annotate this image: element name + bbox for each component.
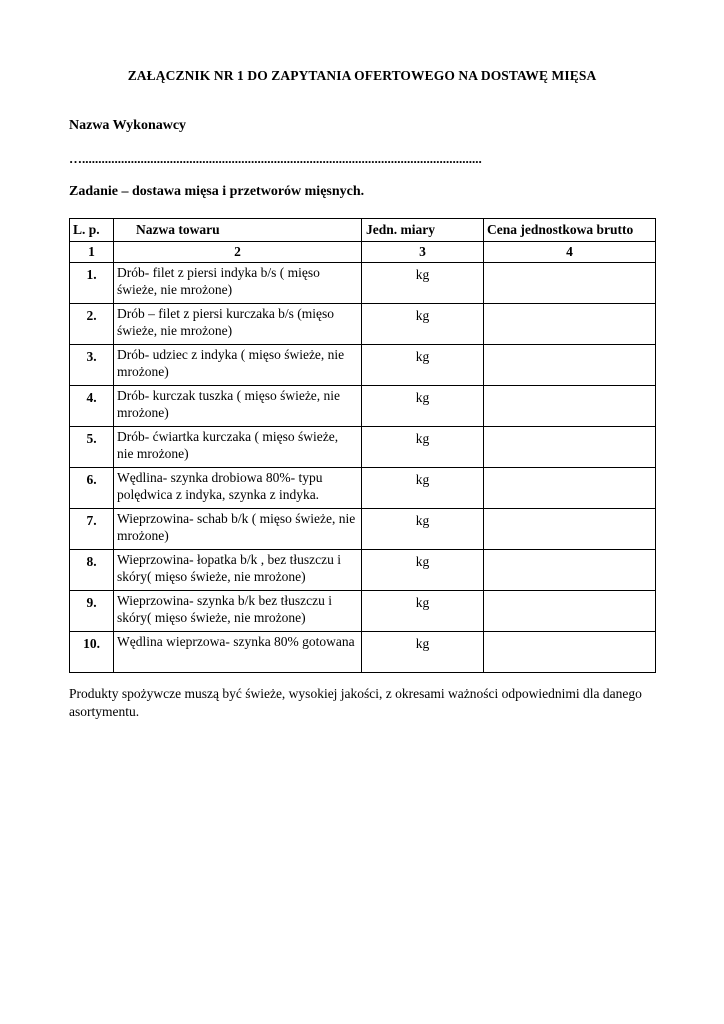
row-unit: kg xyxy=(362,509,484,550)
row-product-name: Drób- kurczak tuszka ( mięso świeże, nie mrożone) xyxy=(114,386,362,427)
row-unit: kg xyxy=(362,427,484,468)
document-title: ZAŁĄCZNIK NR 1 DO ZAPYTANIA OFERTOWEGO NA DOSTAWĘ MIĘSA xyxy=(127,68,597,83)
row-unit-price-field[interactable] xyxy=(484,345,656,386)
row-unit: kg xyxy=(362,263,484,304)
row-product-name: Drób- ćwiartka kurczaka ( mięso świeże, nie mrożone) xyxy=(114,427,362,468)
row-lp: 1. xyxy=(70,263,114,304)
table-row xyxy=(70,263,656,304)
row-unit-price-field[interactable] xyxy=(484,550,656,591)
table-header-row xyxy=(70,219,656,242)
header-product-name: Nazwa towaru xyxy=(114,219,362,242)
column-number: 4 xyxy=(484,242,656,263)
row-lp: 2. xyxy=(70,304,114,345)
column-number: 1 xyxy=(70,242,114,263)
footer-note: Produkty spożywcze muszą być świeże, wysokiej jakości, z okresami ważności odpowiednimi dla danego asortymentu. xyxy=(69,686,642,719)
row-lp: 9. xyxy=(70,591,114,632)
row-product-name: Wieprzowina- szynka b/k bez tłuszczu i skóry( mięso świeże, nie mrożone) xyxy=(114,591,362,632)
row-product-name: Wieprzowina- łopatka b/k , bez tłuszczu i skóry( mięso świeże, nie mrożone) xyxy=(114,550,362,591)
table-row xyxy=(70,304,656,345)
table-row xyxy=(70,509,656,550)
row-unit-price-field[interactable] xyxy=(484,632,656,673)
column-number: 2 xyxy=(114,242,362,263)
contractor-name-label: Nazwa Wykonawcy xyxy=(69,118,187,133)
row-lp: 7. xyxy=(70,509,114,550)
contractor-name-placeholder-line: …........................................................................................................................... xyxy=(69,151,482,166)
products-table xyxy=(69,218,656,673)
row-lp: 3. xyxy=(70,345,114,386)
row-unit: kg xyxy=(362,386,484,427)
header-unit-price: Cena jednostkowa brutto xyxy=(484,219,656,242)
table-row xyxy=(70,427,656,468)
row-lp: 8. xyxy=(70,550,114,591)
row-product-name: Wędlina wieprzowa- szynka 80% gotowana xyxy=(114,632,362,673)
row-unit: kg xyxy=(362,591,484,632)
table-row xyxy=(70,591,656,632)
row-unit: kg xyxy=(362,550,484,591)
task-description: Zadanie – dostawa mięsa i przetworów mięsnych. xyxy=(69,184,365,199)
table-row xyxy=(70,386,656,427)
row-unit-price-field[interactable] xyxy=(484,591,656,632)
row-unit-price-field[interactable] xyxy=(484,427,656,468)
column-numbering-row xyxy=(70,242,656,263)
row-unit-price-field[interactable] xyxy=(484,263,656,304)
header-lp: L. p. xyxy=(70,219,114,242)
row-unit: kg xyxy=(362,304,484,345)
row-unit-price-field[interactable] xyxy=(484,509,656,550)
row-product-name: Drób- udziec z indyka ( mięso świeże, nie mrożone) xyxy=(114,345,362,386)
row-unit: kg xyxy=(362,632,484,673)
row-lp: 6. xyxy=(70,468,114,509)
row-unit-price-field[interactable] xyxy=(484,468,656,509)
header-unit: Jedn. miary xyxy=(362,219,484,242)
row-product-name: Drób – filet z piersi kurczaka b/s (mięso świeże, nie mrożone) xyxy=(114,304,362,345)
table-row xyxy=(70,550,656,591)
row-lp: 4. xyxy=(70,386,114,427)
table-row xyxy=(70,468,656,509)
row-unit-price-field[interactable] xyxy=(484,304,656,345)
row-product-name: Drób- filet z piersi indyka b/s ( mięso świeże, nie mrożone) xyxy=(114,263,362,304)
row-unit: kg xyxy=(362,468,484,509)
column-number: 3 xyxy=(362,242,484,263)
row-lp: 5. xyxy=(70,427,114,468)
table-row xyxy=(70,345,656,386)
row-unit-price-field[interactable] xyxy=(484,386,656,427)
row-unit: kg xyxy=(362,345,484,386)
table-row xyxy=(70,632,656,673)
row-product-name: Wędlina- szynka drobiowa 80%- typu polędwica z indyka, szynka z indyka. xyxy=(114,468,362,509)
row-product-name: Wieprzowina- schab b/k ( mięso świeże, nie mrożone) xyxy=(114,509,362,550)
row-lp: 10. xyxy=(70,632,114,673)
